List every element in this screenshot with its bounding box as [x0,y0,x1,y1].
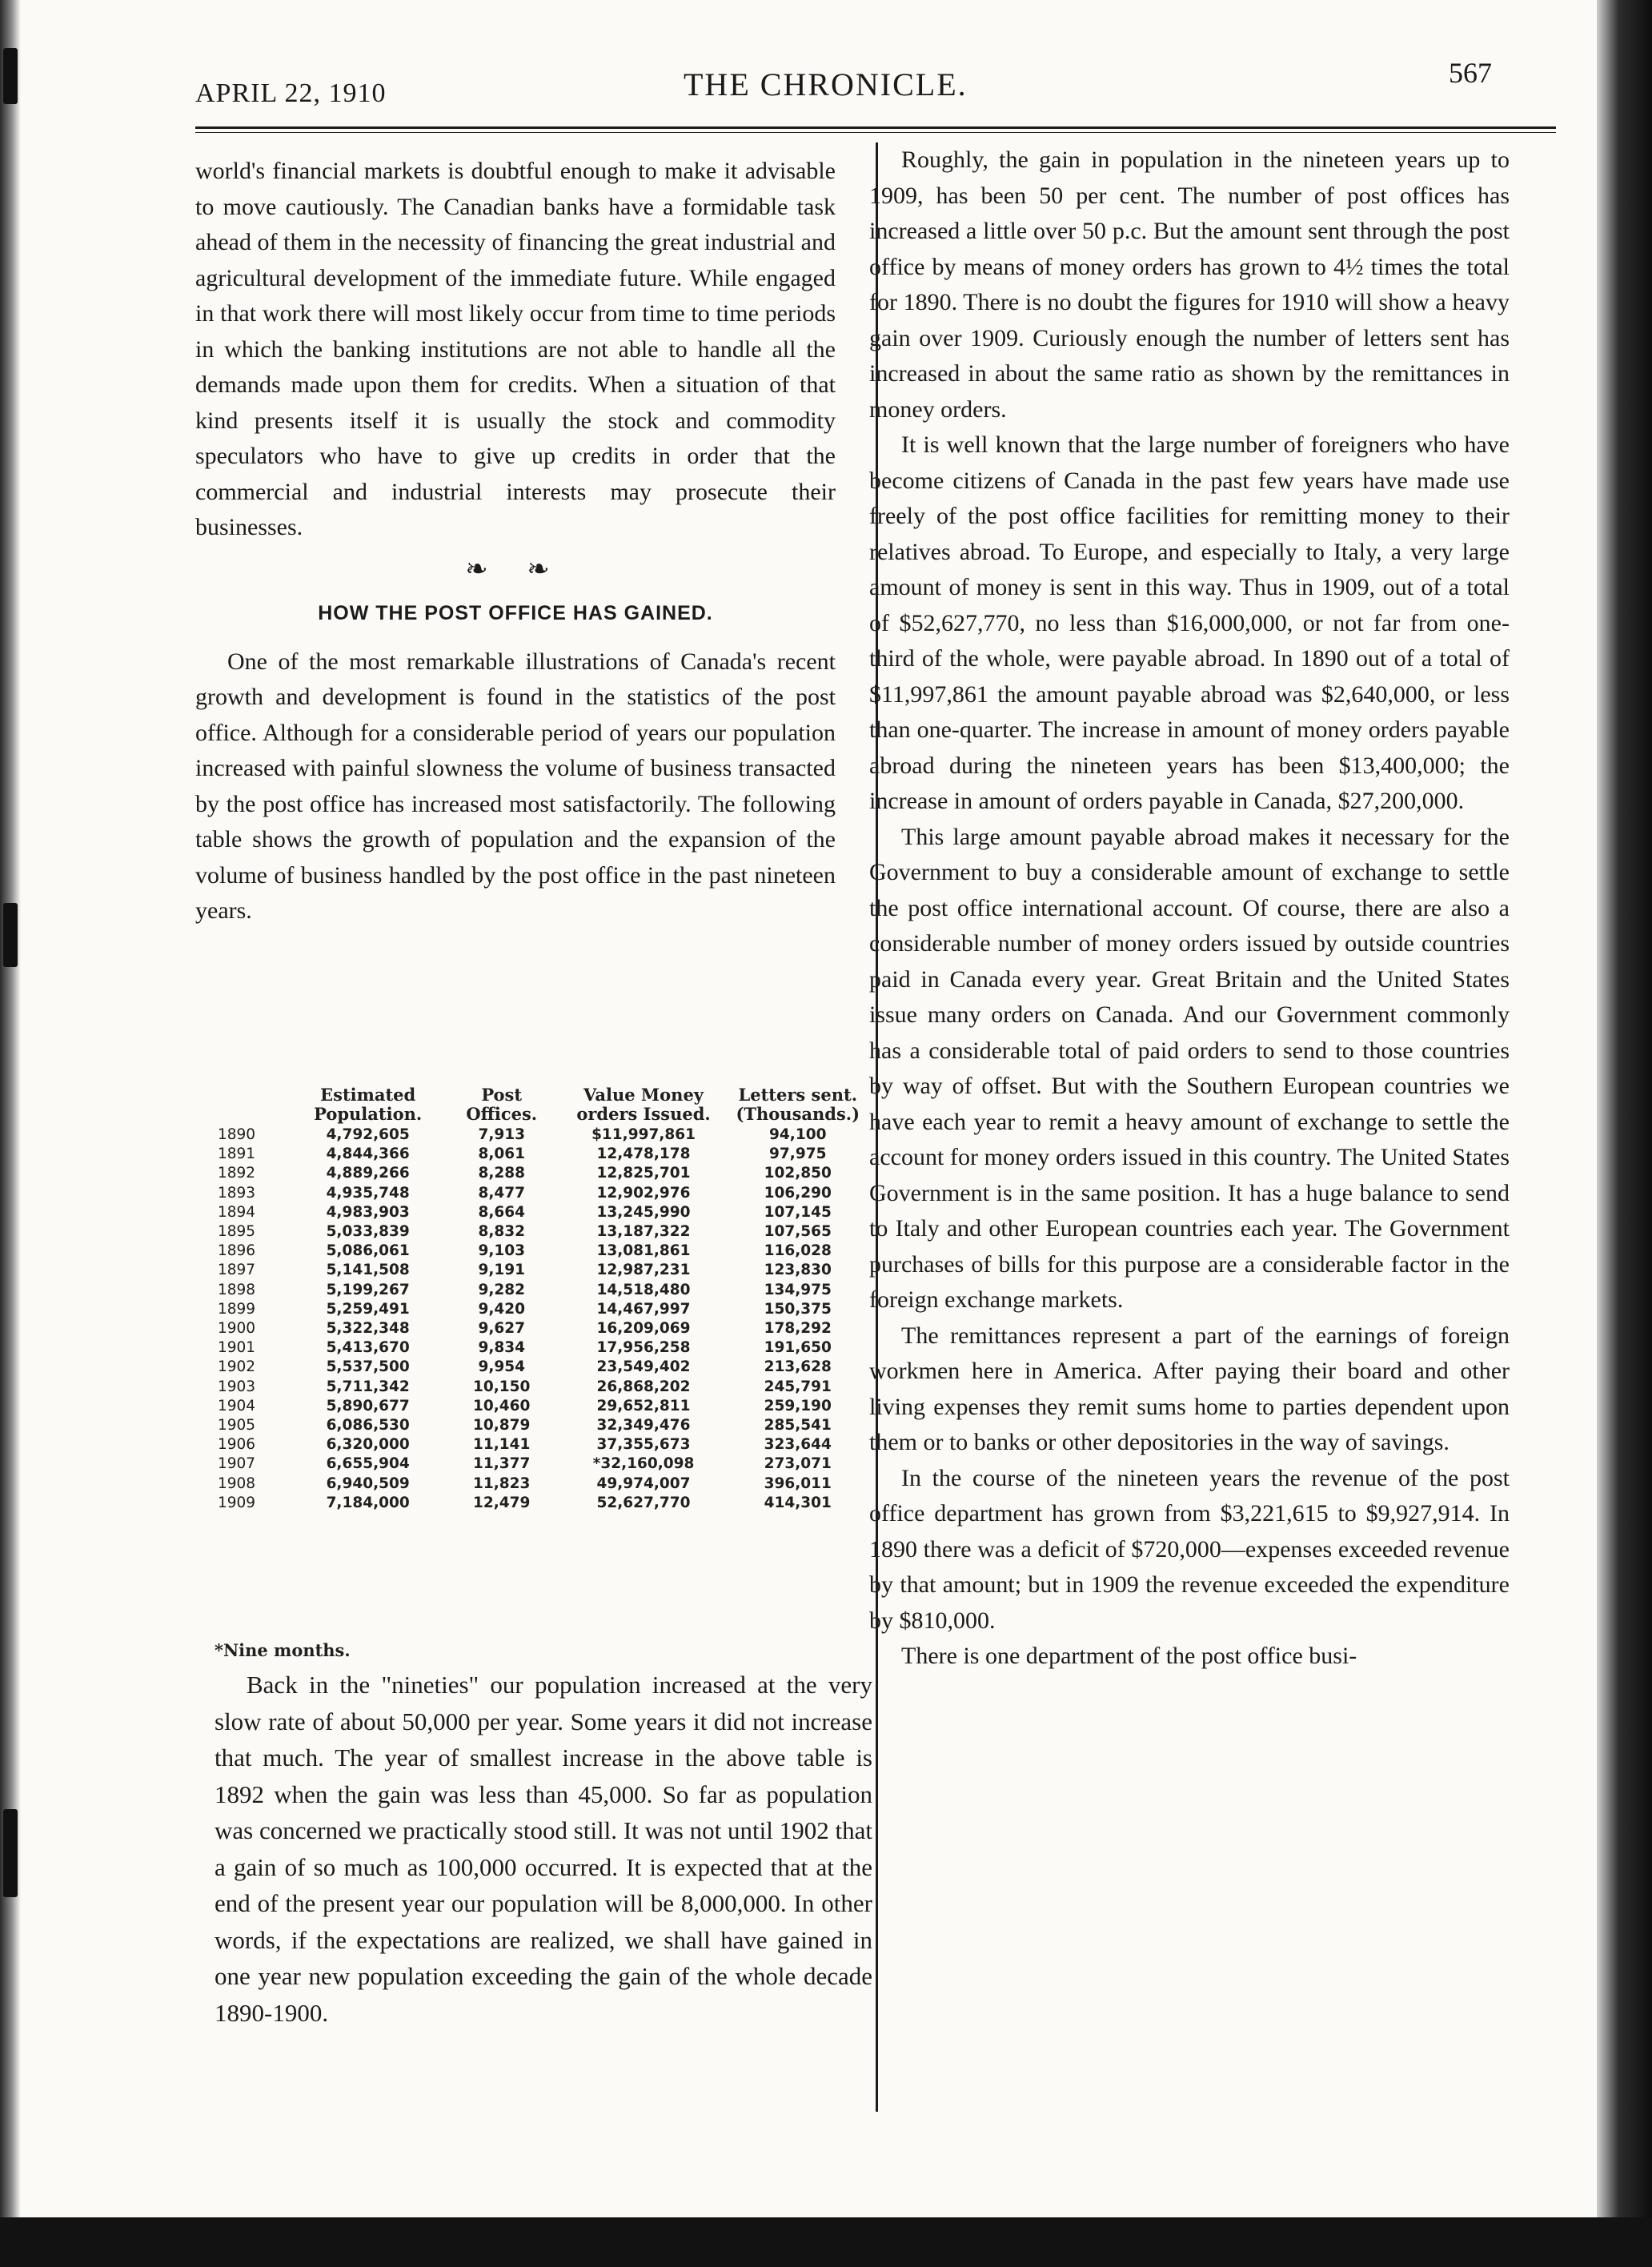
table-row [215,1300,871,1319]
cell-post-offices: 11,141 [473,1436,531,1454]
cell-letters: 178,292 [764,1320,832,1338]
post-office-statistics-table [215,1085,871,1513]
col-header-population: Estimated Population. [314,1085,423,1124]
right-paragraph: The remittances represent a part of the earnings of foreign workmen here in America. After paying their board and other living expenses they remit sums home to parties dependent upon them or to banks or other depositories in the way of savings. [869,1322,1510,1455]
cell-population: 7,184,000 [326,1494,410,1511]
cell-population: 6,320,000 [326,1436,410,1454]
cell-post-offices: 11,823 [473,1475,531,1492]
cell-letters: 94,100 [769,1126,827,1143]
cell-post-offices: 11,377 [473,1455,531,1473]
cell-post-offices: 10,460 [473,1397,531,1414]
table-row [215,1281,871,1300]
cell-post-offices: 9,282 [478,1281,525,1298]
cell-population: 4,935,748 [326,1184,410,1202]
cell-letters: 116,028 [764,1242,832,1260]
page-number: 567 [1449,57,1492,89]
cell-year: 1902 [218,1358,256,1376]
cell-money-orders: 14,467,997 [596,1300,691,1318]
cell-population: 4,844,366 [326,1146,410,1163]
cell-money-orders: 12,825,701 [596,1165,691,1182]
table-row [215,1435,871,1454]
left-column [195,154,836,929]
cell-letters: 123,830 [764,1262,832,1279]
cell-post-offices: 10,879 [473,1417,531,1434]
right-paragraph: There is one department of the post office busi- [901,1643,1357,1669]
article-heading: HOW THE POST OFFICE HAS GAINED. [318,602,713,624]
binding-tab [3,1809,18,1897]
table-row [215,1319,871,1338]
cell-letters: 259,190 [764,1397,832,1414]
continued-paragraph: world's financial markets is doubtful enough to make it advisable to move cautiously. The Canadian banks have a formidable task ahead of them in the necessity of financing the great industrial and agricultural development of the immediate future. While engaged in that work there will most likely occur from time to time periods in which the banking institutions are not able to handle all the demands made upon them for credits. When a situation of that kind presents itself it is usually the stock and commodity speculators who have to give up credits in order that the commercial and industrial interests may prosecute their businesses. [195,158,836,540]
table-row [215,1397,871,1416]
binding-tab [3,48,18,104]
table-row [215,1378,871,1397]
cell-population: 4,983,903 [326,1203,410,1221]
cell-post-offices: 9,954 [478,1358,525,1376]
cell-year: 1901 [218,1339,256,1357]
table-row [215,1203,871,1222]
cell-year: 1899 [218,1300,256,1318]
page-edge-shadow [1597,0,1652,2267]
cell-money-orders: 13,081,861 [596,1242,691,1260]
cell-money-orders: 13,245,990 [596,1203,691,1221]
cell-post-offices: 9,191 [478,1262,525,1279]
right-paragraph: Roughly, the gain in population in the nineteen years up to 1909, has been 50 per cent. The number of post offices has increased a little over 50 p.c. But the amount sent through the post office by means of money orders has grown to 4½ times the total for 1890. There is no doubt the figures for 1910 will show a heavy gain over 1909. Curiously enough the number of letters sent has increased in about the same ratio as shown by the remittances in money orders. [869,146,1510,423]
cell-post-offices: 7,913 [478,1126,525,1143]
cell-money-orders: 17,956,258 [596,1339,691,1357]
cell-post-offices: 9,420 [478,1300,525,1318]
cell-letters: 134,975 [764,1281,832,1298]
page-header [195,56,1492,112]
cell-population: 5,086,061 [326,1242,410,1260]
cell-letters: 150,375 [764,1300,832,1318]
cell-money-orders: 29,652,811 [596,1397,691,1414]
table-header-row [215,1085,871,1125]
cell-population: 5,259,491 [326,1300,410,1318]
cell-population: 5,322,348 [326,1320,410,1338]
table-row [215,1338,871,1358]
table-row [215,1222,871,1242]
cell-post-offices: 8,832 [478,1223,525,1241]
cell-letters: 273,071 [764,1455,832,1473]
cell-year: 1907 [218,1455,256,1473]
cell-post-offices: 8,477 [478,1184,525,1202]
cell-year: 1906 [218,1436,256,1454]
cell-population: 5,537,500 [326,1358,410,1376]
table-row [215,1475,871,1494]
cell-letters: 191,650 [764,1339,832,1357]
cell-year: 1894 [218,1203,256,1221]
cell-money-orders: 14,518,480 [596,1281,691,1298]
cell-letters: 107,145 [764,1203,832,1221]
cell-money-orders: 32,349,476 [596,1417,691,1434]
cell-money-orders: *32,160,098 [592,1455,695,1473]
cell-year: 1890 [218,1126,256,1143]
cell-post-offices: 9,834 [478,1339,525,1357]
cell-year: 1891 [218,1146,256,1163]
binding-tab [3,903,18,967]
cell-population: 5,141,508 [326,1262,410,1279]
col-header-letters: Letters sent. (Thousands.) [736,1085,860,1124]
table-row [215,1145,871,1164]
cell-year: 1905 [218,1417,256,1434]
cell-money-orders: 26,868,202 [596,1378,691,1395]
left-column-continued [215,1667,872,2031]
cell-letters: 107,565 [764,1223,832,1241]
cell-letters: 97,975 [769,1146,827,1163]
table-row [215,1454,871,1474]
cell-population: 6,940,509 [326,1475,410,1492]
table-footnote: *Nine months. [215,1640,351,1660]
cell-population: 5,413,670 [326,1339,410,1357]
cell-year: 1904 [218,1397,256,1414]
cell-post-offices: 10,150 [473,1378,531,1395]
after-table-paragraph: Back in the "nineties" our population increased at the very slow rate of about 50,000 per year. Some years it did not increase that much. The year of smallest increase in the above table is 1892 when the gain was less than 45,000. So far as population was concerned we practically stood still. It was not until 1902 that a gain of so much as 100,000 occurred. It is expected that at the end of the present year our population will be 8,000,000. In other words, if the expectations are realized, we shall have gained in one year new population exceeding the gain of the whole decade 1890-1900. [215,1671,872,2027]
cell-letters: 102,850 [764,1165,832,1182]
cell-year: 1898 [218,1281,256,1298]
cell-money-orders: 23,549,402 [596,1358,691,1376]
cell-population: 5,890,677 [326,1397,410,1414]
cell-year: 1908 [218,1475,256,1492]
journal-title: THE CHRONICLE. [684,66,968,102]
cell-money-orders: 52,627,770 [596,1494,691,1511]
col-header-money-orders: Value Money orders Issued. [576,1085,711,1124]
cell-money-orders: 13,187,322 [596,1223,691,1241]
col-header-post-offices: Post Offices. [466,1085,538,1124]
right-paragraph: In the course of the nineteen years the revenue of the post office department has grown from $3,221,615 to $9,927,914. In 1890 there was a deficit of $720,000—expenses exceeded revenue by that amount; but in 1909 the revenue exceeded the expenditure by $810,000. [869,1464,1510,1634]
cell-money-orders: 12,478,178 [596,1146,691,1163]
right-paragraph: It is well known that the large number of foreigners who have become citizens of Canada in the past few years have made use freely of the post office facilities for remitting money to their relatives abroad. To Europe, and especially to Italy, a very large amount of money is sent in this way. Thus in 1909, out of a total of $52,627,770, no less than $16,000,000, or not far from one-third of the whole, were payable abroad. In 1890 out of a total of $11,997,861 the amount payable abroad was $2,640,000, or less than one-quarter. The increase in amount of money orders payable abroad during the nineteen years has been $13,400,000; the increase in amount of orders payable in Canada, $27,200,000. [869,431,1510,814]
col-header-year [215,1085,295,1125]
cell-money-orders: 37,355,673 [596,1436,691,1454]
cell-letters: 323,644 [764,1436,832,1454]
cell-population: 4,792,605 [326,1126,410,1143]
cell-year: 1896 [218,1242,256,1260]
table-row [215,1261,871,1280]
cell-population: 6,086,530 [326,1417,410,1434]
scan-border [0,2217,1652,2267]
cell-year: 1900 [218,1320,256,1338]
cell-money-orders: 49,974,007 [596,1475,691,1492]
cell-population: 4,889,266 [326,1165,410,1182]
cell-letters: 414,301 [764,1494,832,1511]
cell-money-orders: 12,987,231 [596,1262,691,1279]
table-row [215,1164,871,1183]
cell-letters: 213,628 [764,1358,832,1376]
cell-population: 5,199,267 [326,1281,410,1298]
cell-post-offices: 9,103 [478,1242,525,1260]
cell-letters: 285,541 [764,1417,832,1434]
cell-money-orders: $11,997,861 [591,1126,696,1143]
cell-year: 1909 [218,1494,256,1511]
table-body [215,1125,871,1513]
table-row [215,1358,871,1377]
cell-money-orders: 16,209,069 [596,1320,691,1338]
cell-letters: 245,791 [764,1378,832,1395]
issue-date: APRIL 22, 1910 [195,78,387,108]
cell-letters: 106,290 [764,1184,832,1202]
table-row [215,1494,871,1513]
cell-population: 5,711,342 [326,1378,410,1395]
header-rule-thin [195,132,1556,133]
intro-paragraph: One of the most remarkable illustrations of Canada's recent growth and development is found in the statistics of the post office. Although for a considerable period of years our population increased with painful slowness the volume of business transacted by the post office has increased most satisfactorily. The following table shows the growth of population and the expansion of the volume of business handled by the post office in the past nineteen years. [195,648,836,924]
section-ornament: ❧ ❧ [465,554,566,584]
cell-population: 5,033,839 [326,1223,410,1241]
cell-post-offices: 8,664 [478,1203,525,1221]
cell-post-offices: 8,061 [478,1146,525,1163]
cell-year: 1897 [218,1262,256,1279]
table-row [215,1125,871,1145]
cell-year: 1895 [218,1223,256,1241]
cell-year: 1903 [218,1378,256,1395]
right-column [869,142,1510,1675]
table-row [215,1242,871,1261]
cell-year: 1893 [218,1184,256,1202]
header-rule [195,126,1556,129]
cell-post-offices: 8,288 [478,1165,525,1182]
cell-post-offices: 12,479 [473,1494,531,1511]
table-row [215,1416,871,1435]
cell-population: 6,655,904 [326,1455,410,1473]
cell-letters: 396,011 [764,1475,832,1492]
cell-money-orders: 12,902,976 [596,1184,691,1202]
cell-post-offices: 9,627 [478,1320,525,1338]
cell-year: 1892 [218,1165,256,1182]
table-row [215,1184,871,1203]
right-paragraph: This large amount payable abroad makes it necessary for the Government to buy a considerable amount of exchange to settle the post office international account. Of course, there are also a considerable number of money orders issued by outside countries paid in Canada every year. Great Britain and the United States issue many orders on Canada. And our Government commonly has a considerable total of paid orders to send to those countries by way of offset. But with the Southern European countries we have each year to remit a heavy amount of exchange to settle the account for money orders issued in this country. The United States Government is in the same position. It has a huge balance to send to Italy and other European countries each year. The Government purchases of bills for this purpose are a considerable factor in the foreign exchange markets. [869,823,1510,1313]
